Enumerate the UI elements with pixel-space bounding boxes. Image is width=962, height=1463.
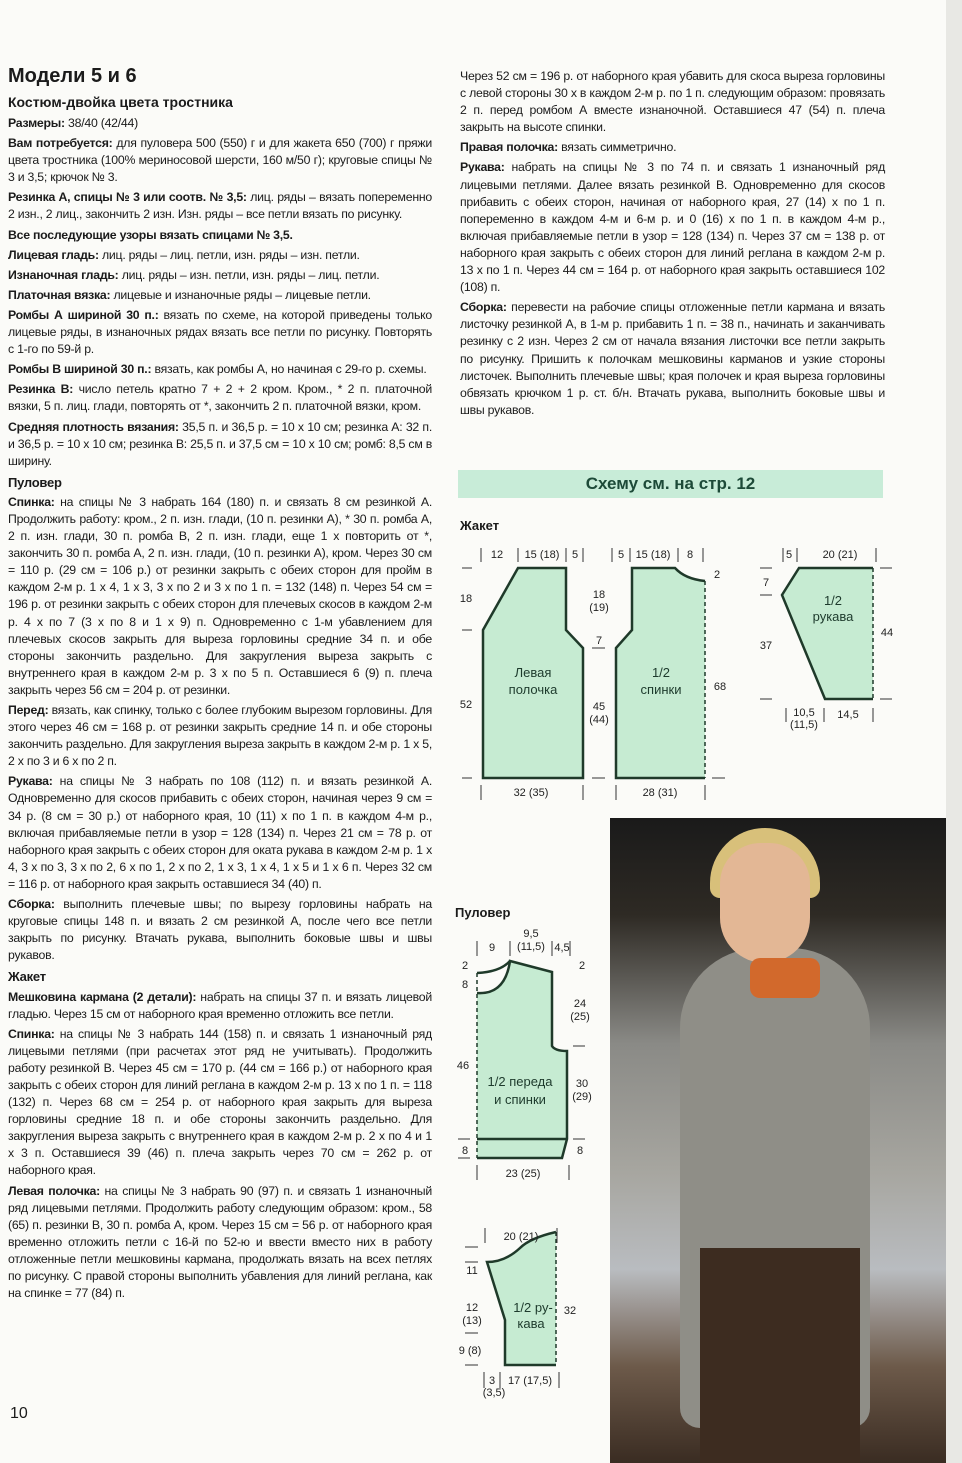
paragraph-label: Левая полочка: (8, 1183, 100, 1198)
dimension-label: 5 (571, 549, 579, 561)
page-number: 10 (10, 1405, 28, 1422)
dimension-label: 2 (461, 960, 469, 972)
paragraph-text: 38/40 (42/44) (64, 116, 138, 130)
dimension-label: (11,5) (517, 941, 545, 953)
paragraph-label: Резинка В: (8, 382, 74, 397)
dimension-label: 52 (459, 699, 473, 711)
paragraph-text: для пуловера 500 (550) г и для жакета 650 (700) г пряжи цвета тростника (100% мериносовой шерсти, 160 м/50 г); круговые спицы № 3 и 3,5; крючок № 3. (8, 136, 432, 185)
paragraph-label: Сборка: (8, 897, 55, 912)
dimension-label: 8 (576, 1145, 584, 1157)
paragraph-label: Спинка: (8, 494, 55, 509)
dimension-label: 14,5 (837, 709, 859, 721)
paragraph-text: вязать, как спинку, только с более глубоким вырезом горловины. Для этого через 46 см = 168 р. от резинки закрыть средние 14 п. и обе стороны закончить раздельно. Для закругления выреза закрыть в каждом 2-м р. 1 х 5, 2 х по 3 и 6 х по 2 п. (8, 703, 432, 769)
psleeve-label-2: кава (517, 1316, 545, 1331)
dimension-label: 18 (459, 593, 473, 605)
paragraph-label: Рукава: (460, 160, 505, 175)
pullover-body-shape (477, 961, 567, 1158)
dimension-label: 18 (592, 589, 606, 601)
paragraph-text: вязать по схеме, на которой приведены только лицевые ряды, в изнаночных рядах вязать все петли по рисунку. Повторять с 1-го по 59-й р. (8, 307, 432, 357)
dimension-label: 15 (18) (524, 549, 560, 561)
paragraph-label: Средняя плотность вязания: (8, 419, 179, 434)
dimension-label: 17 (17,5) (507, 1375, 553, 1387)
paragraph-label: Изнаночная гладь: (8, 267, 119, 282)
paragraph-label: Платочная вязка: (8, 287, 111, 302)
dimension-label: 4,5 (554, 942, 570, 954)
dimension-label: 68 (713, 681, 727, 693)
dimension-label: 45 (592, 701, 606, 713)
paragraph-label: Ромбы А шириной 30 п.: (8, 307, 159, 322)
dimension-label: 46 (456, 1060, 470, 1072)
dimension-label: (19) (589, 602, 609, 614)
dimension-label: 2 (578, 960, 586, 972)
dimension-label: 23 (25) (505, 1168, 541, 1180)
page-title: Модели 5 и 6 (8, 65, 137, 87)
paragraph-text: набрать на спицы 37 п. и вязать лицевой гладью. Через 15 см от наборного края временно отложить все петли. (8, 989, 432, 1021)
page-subtitle: Костюм-двойка цвета тростника (8, 94, 233, 110)
paragraph-label: Правая полочка: (460, 140, 558, 155)
dimension-label: 8 (686, 549, 694, 561)
paragraph-text: 35,5 п. и 36,5 р. = 10 х 10 см; резинка А: 32 п. и 36,5 р. = 10 х 10 см; резинка В: 25,5 п. и 37,5 см = 10 х 10 см; ромб: 8,5 см в ширину. (8, 419, 432, 468)
paragraph-label: Резинка А, спицы № 3 или соотв. № 3,5: (8, 190, 247, 205)
dimension-label: (11,5) (790, 719, 818, 731)
dimension-label: 20 (21) (503, 1231, 539, 1243)
dimension-label: (44) (589, 714, 609, 726)
paragraph-label: Лицевая гладь: (8, 247, 99, 262)
paragraph-text: лиц. ряды – вязать попеременно 2 изн., 2 лиц., закончить 2 изн. Изн. ряды – все петли вязать по рисунку. (8, 190, 432, 222)
pullover-sleeve-shape (487, 1232, 556, 1365)
paragraph-text: перевести на рабочие спицы отложенные петли кармана и вязать листочку резинкой А, в 1-м р. прибавить 1 п. = 38 п., начинать и заканчивать резинку с 2 изн. Через 2 см от начала вязания листочки все петли закрыть по рисунку. Пришить к полочкам мешковины карманов и узкие стороны листочек. Выполнить плечевые швы; края полочек и края выреза горловины обвязать крючком 1 р. ст. б/н. Втачать рукава, выполнить боковые швы и швы рукавов. (460, 300, 885, 417)
reference-box: Схему см. на стр. 12 (458, 470, 883, 498)
paragraph-text: на спицы № 3 набрать 144 (158) п. и связать 1 изнаночный ряд лицевыми петлями (при расчетах этот ряд не учитывать). Продолжить работу резинкой В. Через 45 см = 170 р. (44 см = 166 р.) от наборного края закрыть с обеих сторон для линий реглана в каждом 2-м р. 13 х по 1 п. = 118 (132) п. Через 68 см = 254 р. от наборного края закрыть для выреза горловины средние 18 п. и обе стороны закончить раздельно. Для закругления выреза закрыть с внутреннего края в каждом 2-м р. 2 х по 4 и 1 х 3 п. Оставшиеся 39 (46) п. плеча закрыть через 70 см = 262 р. от наборного края. (8, 1026, 432, 1178)
paragraph-text: на спицы № 3 набрать 90 (97) п. и связать 1 изнаночный ряд лицевыми петлями. Продолжить работу следующим образом: кром., 58 (65) п. резинки В, 30 п. ромба А, кром. Через 15 см = 56 р. от наборного края временно отложить петли с 16-й по 52-ю и ввести вместо них в работу отложенные петли мешковины кармана, продолжать вязать на всех петлях по рисунку. С правой стороны выполнить убавления для линий реглана, как на спинке = 77 (84) п. (8, 1183, 432, 1301)
dimension-label: 12 (490, 549, 504, 561)
paragraph-label: Размеры: (8, 116, 65, 130)
paragraph-label: Все последующие узоры вязать спицами № 3,5. (8, 227, 293, 242)
dimension-label: (3,5) (482, 1387, 506, 1399)
jacket-heading: Жакет (460, 518, 500, 533)
model-photo (610, 818, 946, 1463)
section-heading: Жакет (8, 969, 46, 985)
sleeve-label-2: рукава (812, 609, 854, 624)
dimension-label: 8 (461, 1145, 469, 1157)
jacket-sleeve-shape (782, 568, 873, 699)
dimension-label: 32 (35) (513, 787, 549, 799)
paragraph-label: Спинка: (8, 1026, 55, 1041)
dimension-label: 7 (762, 577, 770, 589)
dimension-label: 5 (617, 549, 625, 561)
dimension-label: (13) (462, 1315, 482, 1327)
paragraph-text: набрать на спицы № 3 по 74 п. и связать 1 изнаночный ряд лицевыми петлями. Далее вязать резинкой В. Одновременно для скосов прибавить с обеих сторон, начиная от наборного края, 27 (14) х по 1 п. попеременно в каждом 4-м и 6-м р. и 0 (16) х по 1 п. в каждом 4-м р., включая прибавляемые петли в узор = 128 (134) п. Через 37 см = 138 р. от наборного края закрыть с обеих сторон для линий реглана в каждом 2-м р. 13 х по 1 п. Через 44 см = 164 р. от наборного края закрыть оставшиеся 102 (108) п. (460, 160, 885, 295)
paragraph-label: Сборка: (460, 300, 507, 315)
dimension-label: 11 (466, 1265, 478, 1277)
dimension-label: 20 (21) (822, 549, 858, 561)
paragraph-label: Вам потребуется: (8, 136, 113, 151)
back-label: 1/2 (651, 665, 671, 680)
paragraph-label: Перед: (8, 703, 49, 717)
pullover-heading: Пуловер (455, 905, 511, 920)
paragraph-text: выполнить плечевые швы; по вырезу горловины набрать на круговые спицы 148 п. и вязать 2 см резинкой А, после чего все петли закрыть по рисунку. Втачать рукава, выполнить боковые швы и швы рукавов. (8, 897, 432, 963)
page-edge (946, 0, 962, 1463)
dimension-label: 9,5 (523, 928, 539, 940)
dimension-label: (25) (570, 1011, 590, 1023)
front-label: Левая (514, 665, 552, 680)
paragraph-label: Рукава: (8, 774, 53, 789)
paragraph-label: Ромбы В шириной 30 п.: (8, 362, 152, 377)
paragraph-text: на спицы № 3 набрать по 108 (112) п. и вязать резинкой А. Одновременно для скосов прибавить с обеих сторон, начиная через 9 см = 34 р. (8 см = 30 р.) от наборного края, 10 (11) х по 1 п. в каждом 4-м р., включая прибавляемые петли в узор = 128 (134) п. Через 21 см = 78 р. от наборного края закрыть с обеих сторон для оката рукава в каждом 2-м р. 1 х 4, 3 х по 3, 3 х по 2, 6 х по 1, 2 х по 2, 1 х 3, 1 х 4, 1 х 5 и 1 х 6 п. Через 32 см = 116 р. от наборного края закрыть оставшиеся 34 (40) п. (8, 774, 432, 891)
dimension-label: 28 (31) (642, 787, 678, 799)
dimension-label: 37 (759, 640, 773, 652)
paragraph-text: вязать симметрично. (557, 140, 677, 155)
front-label-2: полочка (508, 682, 558, 697)
sleeve-label: 1/2 (823, 593, 843, 608)
dimension-label: 12 (465, 1302, 479, 1314)
section-heading: Пуловер (8, 474, 62, 490)
dimension-label: 44 (880, 627, 894, 639)
dimension-label: 32 (563, 1305, 577, 1317)
dimension-label: 3 (488, 1375, 496, 1387)
dimension-label: 24 (573, 998, 587, 1010)
paragraph-text: Через 52 см = 196 р. от наборного края убавить для скоса выреза горловины с левой стороны 30 х в каждом 2-м р. по 1 п. следующим образом: провязать 2 п. перед ромбом А вместе изнаночной. Оставшиеся 47 (54) п. плеча закрыть на высоте спинки. (460, 69, 885, 135)
dimension-label: (29) (572, 1091, 592, 1103)
dimension-label: 10,5 (793, 707, 815, 719)
dimension-label: 15 (18) (635, 549, 671, 561)
dimension-label: 30 (575, 1078, 589, 1090)
psleeve-label: 1/2 ру- (513, 1300, 553, 1315)
paragraph-text: лиц. ряды – изн. петли, изн. ряды – лиц. петли. (118, 267, 380, 282)
paragraph-text: число петель кратно 7 + 2 + 2 кром. Кром., * 2 п. платочной вязки, 5 п. лиц. глади, повторять от *, закончить 2 п. платочной вязки, кром. (8, 382, 432, 414)
dimension-label: 9 (8) (458, 1345, 482, 1357)
dimension-label: 5 (785, 549, 793, 561)
dimension-label: 7 (595, 635, 603, 647)
paragraph-text: лиц. ряды – лиц. петли, изн. ряды – изн. петли. (98, 247, 360, 262)
body-label-2: и спинки (494, 1092, 546, 1107)
paragraph-text: вязать, как ромбы А, но начиная с 29-го р. схемы. (151, 362, 427, 377)
body-label: 1/2 переда (487, 1074, 553, 1089)
dimension-label: 2 (713, 569, 721, 581)
dimension-label: 9 (488, 942, 496, 954)
paragraph-text: на спицы № 3 набрать 164 (180) п. и связать 8 см резинкой А. Продолжить работу: кром., 2 п. изн. глади, (10 п. резинки А), * 30 п. ромба А, 2 п. изн. глади, 30 п. ромба В, 2 п. изн. глади, еще 1 х повторить от *, закончить 30 п. ромба А, 2 п. изн. глади, (10 п. резинки А), кром. Через 30 см = 110 р. (29 см = 106 р.) от резинки закрыть с обеих сторон для пройм в каждом 2-м р. 1 х 4, 1 х 3, 3 х по 2 и 3 х по 1 п. = 132 (148) п. Через 54 см = 196 р. от резинки закрыть с обеих сторон для плечевых скосов в каждом 2-м р. 4 х по 7 (3 х по 8 и 1 х 9) п. Одновременно с 1-м убавлением для плечевых скосов закрыть для выреза горловины средние 34 п. и обе стороны закончить раздельно. Для закругления выреза закрыть с внутреннего края в каждом 2-м р. 3 х по 5 п. Оставшиеся 6 (9) п. плеча закрыть через 56 см = 204 р. от резинки. (8, 494, 432, 697)
dimension-label: 8 (461, 979, 469, 991)
paragraph-label: Мешковина кармана (2 детали): (8, 989, 197, 1004)
paragraph-text: лицевые и изнаночные ряды – лицевые петли. (110, 287, 371, 302)
back-label-2: спинки (640, 682, 682, 697)
